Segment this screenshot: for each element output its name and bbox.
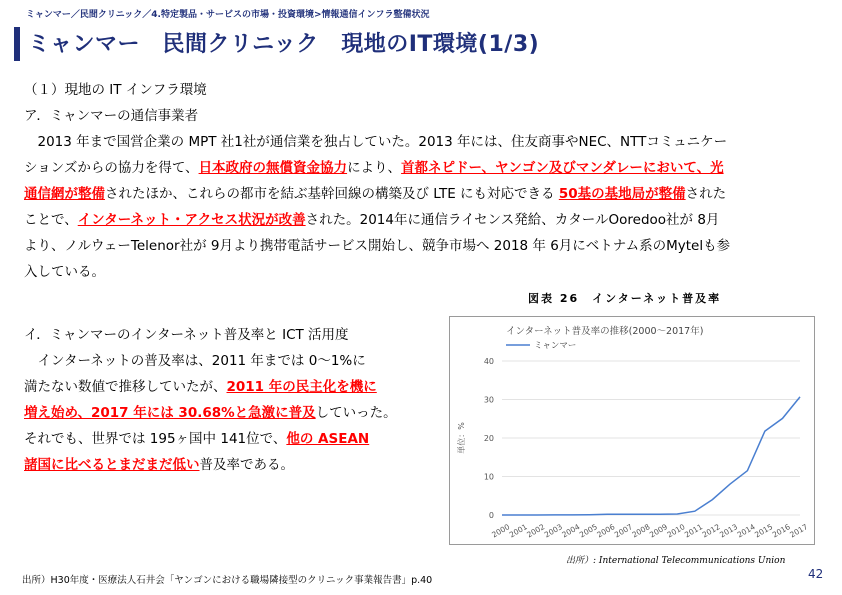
y-tick-label: 10: [483, 472, 494, 482]
section1-line-6: 入している。: [24, 264, 105, 280]
x-tick-label: 2008: [630, 522, 652, 540]
title-accent-bar: [14, 27, 20, 61]
highlight-text: 2011 年の民主化を機に: [226, 379, 377, 395]
highlight-text: 首都ネピドー、ヤンゴン及びマンダレーにおいて、光: [401, 160, 724, 176]
section2-subheading: イ．ミャンマーのインターネット普及率と ICT 活用度: [24, 327, 349, 343]
highlight-text: 日本政府の無償資金協力: [198, 160, 348, 176]
x-tick-label: 2007: [612, 522, 634, 540]
section2-line-1: インターネットの普及率は、2011 年までは 0～1%に: [24, 353, 366, 369]
text-run: していった。: [315, 405, 397, 421]
highlight-text: 通信網が整備: [24, 186, 105, 202]
x-tick-label: 2001: [507, 522, 529, 540]
x-tick-label: 2013: [718, 522, 740, 540]
section1-subheading: ア．ミャンマーの通信事業者: [24, 108, 199, 124]
highlight-text: 諸国に比べるとまだまだ低い: [24, 457, 200, 473]
y-axis-label: 単位：%: [457, 422, 466, 454]
x-tick-label: 2012: [700, 522, 722, 540]
highlight-text: 増え始め、2017 年には 30.68%と急激に普及: [24, 405, 316, 421]
x-tick-label: 2000: [490, 522, 512, 540]
x-tick-label: 2003: [542, 522, 564, 540]
legend-label: ミャンマー: [534, 341, 577, 351]
x-tick-label: 2006: [595, 522, 617, 540]
x-tick-label: 2015: [753, 522, 775, 540]
x-tick-label: 2014: [735, 522, 757, 540]
text-run: されたほか、これらの都市を結ぶ基幹回線の構築及び LTE にも対応できる: [105, 186, 559, 202]
highlight-text: 他の ASEAN: [286, 431, 370, 447]
text-run: された。2014年に通信ライセンス発給、カタールOoredoo社が 8月: [305, 212, 720, 228]
x-tick-label: 2017: [788, 522, 810, 540]
breadcrumb: ミャンマー／民間クリニック／4.特定製品・サービスの市場・投資環境>情報通信インフラ整備状況: [26, 10, 430, 20]
section1-line-2: [24, 155, 724, 181]
footer-source: 出所）H30年度・医療法人石井会「ヤンゴンにおける職場隣接型のクリニック事業報告書」p.40: [22, 575, 433, 586]
text-run: 普及率である。: [199, 457, 294, 473]
section1-line-5: より、ノルウェーTelenor社が 9月より携帯電話サービス開始し、競争市場へ 2018 年 6月にベトナム系のMytelも参: [24, 238, 731, 254]
series-line-myanmar: [502, 397, 800, 515]
x-tick-label: 2004: [560, 522, 582, 540]
highlight-text: 50基の基地局が整備: [558, 186, 686, 202]
x-tick-label: 2016: [770, 522, 792, 540]
text-run: 満たない数値で推移していたが、: [24, 379, 227, 395]
text-run: された: [685, 186, 727, 202]
chart-source: 出所）: International Telecommunications Union: [566, 556, 786, 566]
page-title: ミャンマー 民間クリニック 現地のIT環境(1/3): [28, 32, 540, 57]
figure-caption: 図表 26 インターネット普及率: [528, 292, 722, 305]
chart-title: インターネット普及率の推移(2000～2017年): [506, 326, 704, 337]
x-tick-label: 2005: [577, 522, 599, 540]
x-tick-label: 2002: [525, 522, 547, 540]
x-tick-label: 2010: [665, 522, 687, 540]
y-tick-label: 40: [483, 357, 494, 366]
text-run: ことで、: [24, 212, 78, 228]
section1-heading: （１）現地の IT インフラ環境: [24, 82, 207, 98]
y-tick-label: 30: [483, 395, 494, 405]
text-run: それでも、世界では 195ヶ国中 141位で、: [24, 431, 287, 447]
section1-line-1: 2013 年まで国営企業の MPT 社1社が通信業を独占していた。2013 年には、住友商事やNEC、NTTコミュニケー: [24, 134, 728, 150]
section2-line-2: [24, 374, 377, 400]
section2-line-3: [24, 400, 397, 426]
highlight-text: インターネット・アクセス状況が改善: [77, 212, 306, 228]
text-run: により、: [347, 160, 402, 176]
y-tick-label: 20: [483, 434, 494, 443]
section1-line-3: [24, 181, 726, 207]
y-tick-label: 0: [488, 511, 494, 520]
text-run: ションズからの協力を得て、: [24, 160, 199, 176]
chart-canvas: [450, 317, 814, 544]
x-tick-label: 2011: [683, 522, 705, 540]
section1-line-4: [24, 207, 719, 233]
internet-penetration-chart: [449, 316, 815, 545]
section2-line-5: [24, 452, 294, 478]
x-tick-label: 2009: [647, 522, 670, 540]
page-number: 42: [808, 567, 824, 581]
section2-line-4: [24, 426, 369, 452]
